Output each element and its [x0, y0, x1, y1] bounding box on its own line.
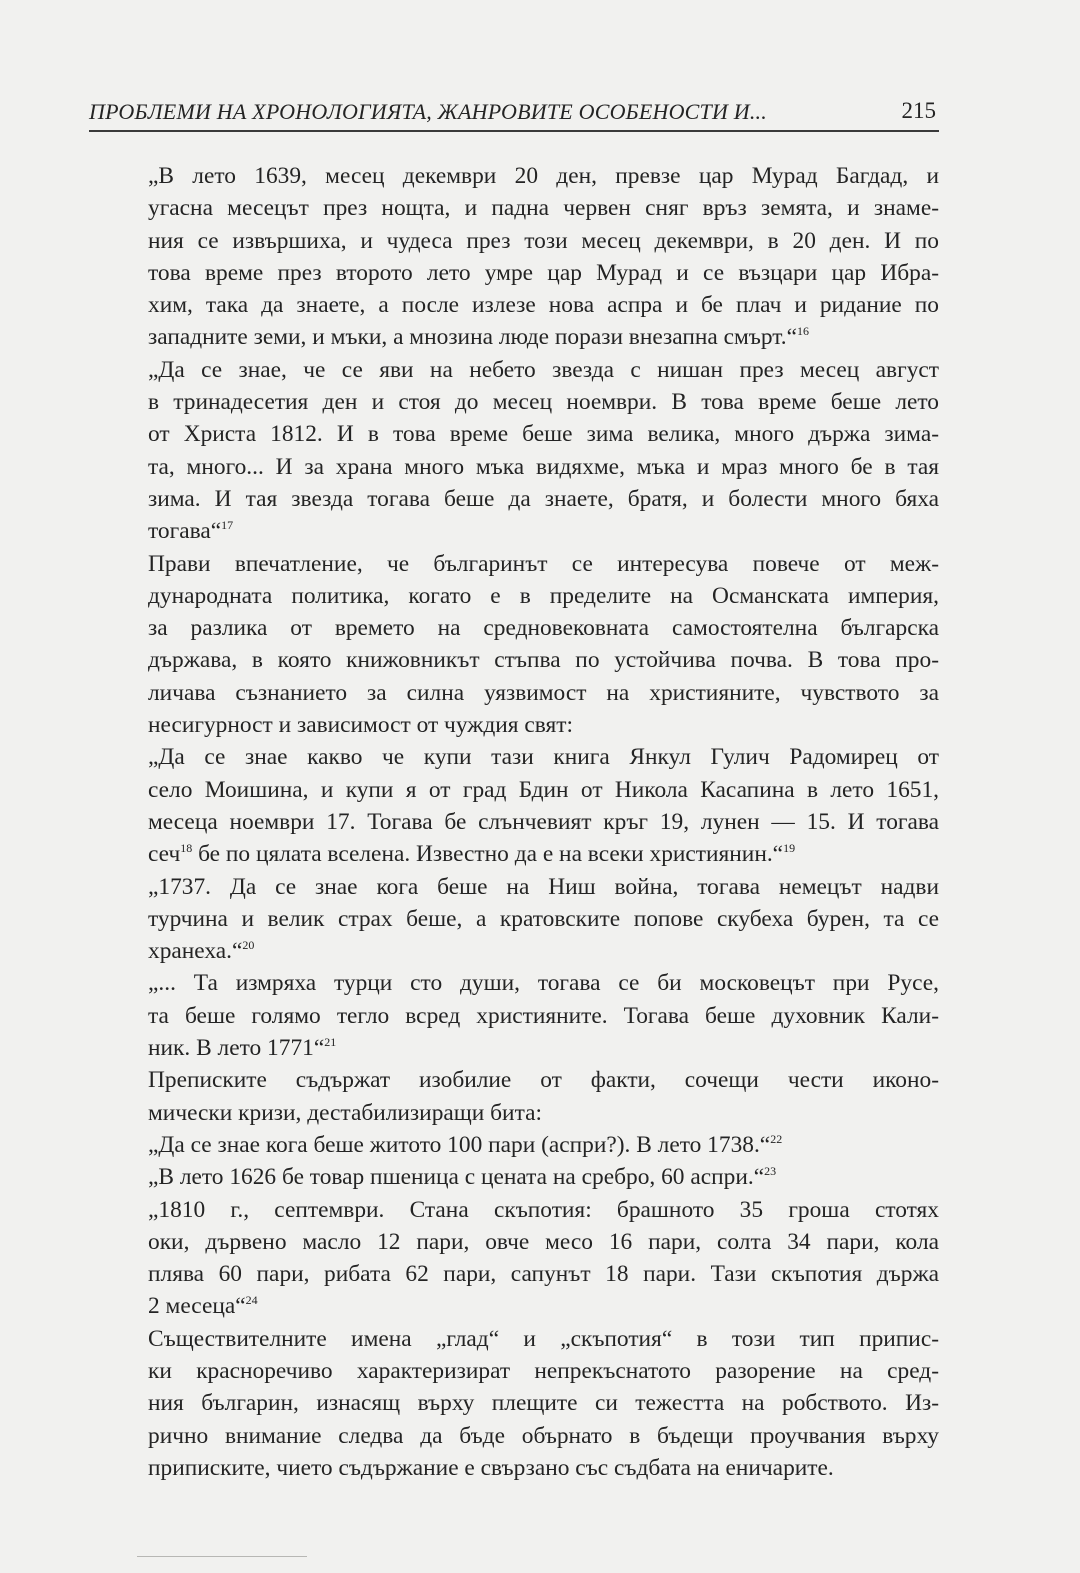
paragraph: [89, 160, 939, 354]
text-fragment: бе по цялата вселена. Известно да е на всеки християнин.“: [192, 841, 784, 868]
text-line: Прави впечатление, че българинът се интересува повече от меж-: [148, 550, 939, 577]
text-line: „В лето 1626 бе товар пшеница с цената на сребро, 60 аспри.“$^{23}$: [148, 1164, 777, 1191]
paragraph: [89, 1323, 939, 1484]
footnote-ref: 16: [796, 324, 809, 339]
text-line: оки, дървено масло 12 пари, овче месо 16 пари, солта 34 пари, кола: [148, 1228, 939, 1255]
footnote-ref: 18: [180, 841, 193, 856]
text-line: хранеха.“$^{20}$: [148, 938, 255, 965]
text-line: ния се извършиха, и чудеса през този месец декември, в 20 ден. И по: [148, 227, 939, 254]
text-line: несигурност и зависимост от чуждия свят:: [148, 712, 573, 739]
text-line: „Да се знае, че се яви на небето звезда с нишан през месец август: [148, 356, 939, 383]
paragraph: [89, 548, 939, 742]
text-line: месеца ноември 17. Тогава бе слънчевият кръг 19, лунен — 15. И тогава: [148, 808, 939, 835]
text-line: ки красноречиво характеризират непрекъснатото разорение на сред-: [148, 1357, 939, 1384]
footnote-ref: 22: [770, 1131, 783, 1146]
text-line: 2 месеца“$^{24}$: [148, 1293, 258, 1320]
text-line: „... Та измряха турци сто души, тогава се би московецът при Русе,: [148, 970, 939, 997]
footnote-ref: 21: [324, 1035, 337, 1050]
footnote-ref: 24: [245, 1293, 258, 1308]
footnote-ref: 20: [242, 938, 255, 953]
text-line: това време през второто лето умре цар Мурад и се възцари цар Ибра-: [148, 259, 939, 286]
text-line: рично внимание следва да бъде обърнато в бъдещи проучвания върху: [148, 1422, 939, 1449]
paragraph: [89, 354, 939, 548]
paragraph: [89, 1194, 939, 1323]
header-title: ПРОБЛЕМИ НА ХРОНОЛОГИЯТА, ЖАНРОВИТЕ ОСОБЕНОСТИ И...: [89, 99, 767, 124]
text-line: та беше голямо тегло всред християните. Тогава беше духовник Кали-: [148, 1002, 939, 1029]
text-line: тогава“$^{17}$: [148, 518, 234, 545]
text-line: в тринадесетия ден и стоя до месец ноември. В това време беше лето: [148, 389, 939, 416]
text-line: личава съзнанието за силна уязвимост на християните, чувството за: [148, 679, 939, 706]
text-line: турчина и велик страх беше, а кратовските попове скубеха бурен, та се: [148, 905, 939, 932]
bottom-divider: [137, 1556, 307, 1557]
text-line: ния българин, изнасящ върху плещите си тежестта на робството. Из-: [148, 1390, 939, 1417]
text-line: западните земи, и мъки, а мнозина люде порази внезапна смърт.“$^{16}$: [148, 324, 809, 351]
text-line: „1810 г., септември. Стана скъпотия: брашното 35 гроша стотях: [148, 1196, 939, 1223]
text-line: угасна месецът през нощта, и падна червен сняг връз земята, и знаме-: [148, 195, 939, 222]
text-line: село Моишина, и купи я от град Бдин от Никола Касапина в лето 1651,: [148, 776, 939, 803]
paragraph: [89, 871, 939, 968]
footnote-ref: 17: [221, 518, 234, 533]
text-line: от Христа 1812. И в това време беше зима велика, много държа зима-: [148, 421, 939, 448]
text-line: „1737. Да се знае кога беше на Ниш война, тогава немецът надви: [148, 873, 939, 900]
text-line: [89, 838, 939, 870]
text-line: „В лето 1639, месец декември 20 ден, превзе цар Мурад Багдад, и: [148, 163, 939, 189]
running-header: [89, 96, 939, 132]
page-number: 215: [901, 98, 936, 123]
body-text: [89, 160, 939, 1484]
text-line: та, много... И за храна много мъка видяхме, мъка и мраз много бе в тая: [148, 453, 939, 480]
text-line: зима. И тая звезда тогава беше да знаете, братя, и болести много бяха: [148, 485, 939, 512]
text-line: „Да се знае кога беше житото 100 пари (аспри?). В лето 1738.“$^{22}$: [148, 1131, 783, 1158]
paragraph: [89, 967, 939, 1064]
text-line: за разлика от времето на средновековната самостоятелна българска: [148, 615, 939, 642]
footnote-ref: 19: [783, 841, 796, 856]
text-line: дународната политика, когато е в пределите на Османската империя,: [148, 582, 939, 609]
footnote-ref: 23: [764, 1164, 777, 1179]
text-line: ник. В лето 1771“$^{21}$: [148, 1035, 337, 1062]
text-line: приписките, чието съдържание е свързано със съдбата на еничарите.: [148, 1454, 834, 1481]
text-line: Съществителните имена „глад“ и „скъпотия“ в този тип припис-: [148, 1325, 939, 1352]
text-fragment: сеч: [148, 841, 181, 868]
text-line: хим, така да знаете, а после излезе нова аспра и бе плач и ридание по: [148, 292, 939, 319]
text-line: „Да се знае какво че купи тази книга Янкул Гулич Радомирец от: [148, 744, 939, 771]
paragraph: [89, 1161, 939, 1193]
text-line: Преписките съдържат изобилие от факти, сочещи чести иконо-: [148, 1067, 939, 1094]
paragraph: [89, 1064, 939, 1129]
text-line: плява 60 пари, рибата 62 пари, сапунът 18 пари. Тази скъпотия държа: [148, 1261, 939, 1288]
text-line: мически кризи, дестабилизиращи бита:: [148, 1099, 542, 1126]
text-line: държава, в която книжовникът стъпва по устойчива почва. В това про-: [148, 647, 939, 674]
paragraph: [89, 741, 939, 870]
paragraph: [89, 1129, 939, 1161]
